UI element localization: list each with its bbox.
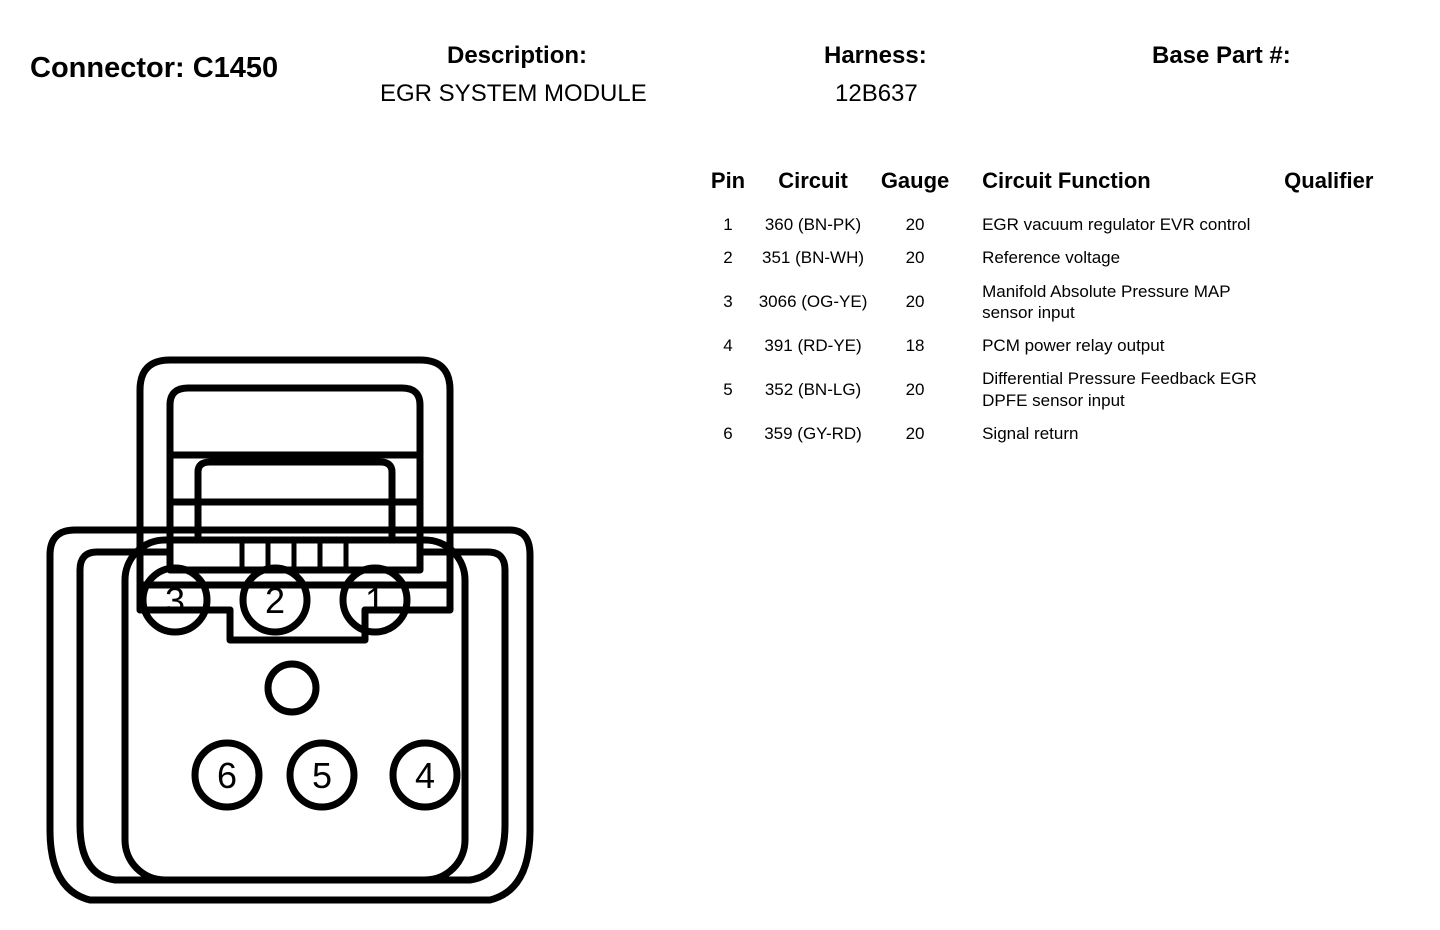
connector-svg xyxy=(20,240,620,920)
cavity-label-2: 2 xyxy=(264,580,286,621)
diagram-header xyxy=(0,0,1440,130)
cell-gauge: 18 xyxy=(905,336,925,355)
description-value: EGR SYSTEM MODULE xyxy=(380,80,647,107)
cell-gauge: 20 xyxy=(905,379,925,399)
pin-table xyxy=(700,168,1420,450)
table-row xyxy=(700,241,1420,274)
cavity-label-5: 5 xyxy=(311,755,333,796)
column-header-pin: Pin xyxy=(710,168,746,193)
column-header-circuit-function: Circuit Function xyxy=(982,168,1151,193)
cell-circuit-function: Differential Pressure Feedback EGR DPFE sensor input xyxy=(982,369,1257,410)
cell-qualifier xyxy=(1274,417,1420,450)
cavity-label-4: 4 xyxy=(414,755,436,796)
cell-circuit: 3066 (OG-YE) xyxy=(758,292,868,312)
cell-circuit: 351 (BN-WH) xyxy=(762,248,865,268)
cell-pin: 4 xyxy=(723,336,733,355)
pin-table-body xyxy=(700,208,1420,450)
pin-table-header xyxy=(700,168,1420,208)
base-part-number-label: Base Part #: xyxy=(1152,42,1291,69)
table-row xyxy=(700,362,1420,417)
cell-circuit-function: PCM power relay output xyxy=(982,336,1165,355)
cell-pin: 5 xyxy=(723,379,733,399)
table-row xyxy=(700,208,1420,241)
connector-id-label: Connector: C1450 xyxy=(30,52,279,84)
cell-pin: 3 xyxy=(723,292,733,312)
cell-gauge: 20 xyxy=(905,248,925,268)
table-row xyxy=(700,417,1420,450)
connector-illustration xyxy=(20,240,620,920)
cell-qualifier xyxy=(1274,208,1420,241)
cell-circuit: 352 (BN-LG) xyxy=(764,379,862,399)
column-header-gauge: Gauge xyxy=(880,168,950,193)
cavity-label-1: 1 xyxy=(364,580,386,621)
cell-qualifier xyxy=(1274,329,1420,362)
column-header-qualifier: Qualifier xyxy=(1284,168,1374,193)
table-header-row xyxy=(700,168,1420,208)
cell-gauge: 20 xyxy=(905,292,925,312)
harness-label: Harness: xyxy=(824,42,927,69)
table-row xyxy=(700,275,1420,330)
cell-pin: 2 xyxy=(723,248,733,268)
cell-circuit-function: Signal return xyxy=(982,423,1079,443)
cell-circuit-function: Reference voltage xyxy=(982,248,1121,268)
table-row xyxy=(700,329,1420,362)
cell-circuit: 391 (RD-YE) xyxy=(764,336,862,355)
cell-pin: 6 xyxy=(723,423,733,443)
description-label: Description: xyxy=(447,42,588,69)
cell-qualifier xyxy=(1274,241,1420,274)
cell-gauge: 20 xyxy=(905,423,925,443)
harness-value: 12B637 xyxy=(835,80,918,107)
cell-pin: 1 xyxy=(723,215,733,234)
cell-qualifier xyxy=(1274,362,1420,417)
cell-circuit: 359 (GY-RD) xyxy=(764,423,862,443)
cavity-label-6: 6 xyxy=(216,755,238,796)
cell-circuit: 360 (BN-PK) xyxy=(764,215,862,234)
cavity-center-keyway xyxy=(268,664,316,712)
cell-gauge: 20 xyxy=(905,215,925,234)
cell-circuit-function: Manifold Absolute Pressure MAP sensor input xyxy=(982,281,1231,322)
column-header-circuit: Circuit xyxy=(778,168,848,193)
cell-circuit-function: EGR vacuum regulator EVR control xyxy=(982,215,1251,234)
cell-qualifier xyxy=(1274,275,1420,330)
cavity-label-3: 3 xyxy=(164,580,186,621)
